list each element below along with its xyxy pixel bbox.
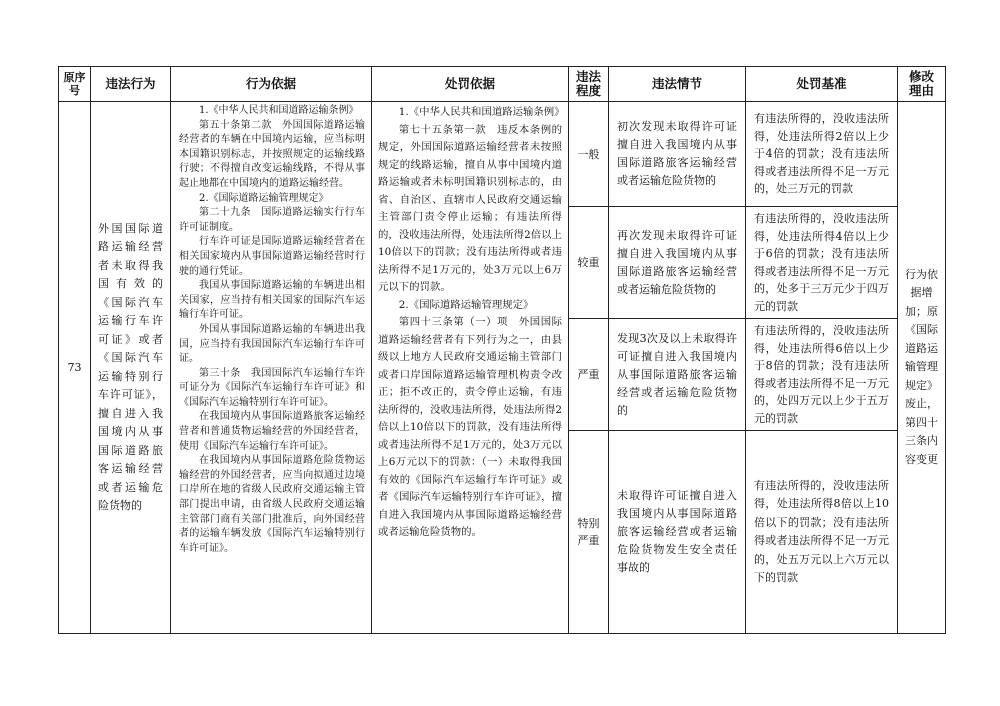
basis-para: 外国从事国际道路运输的车辆进出我国，应当持有我国国际汽车运输行车许可证。 [179, 323, 365, 365]
standard-cell: 有违法所得的，没收违法所得，处违法所得4倍以上少于6倍的罚款；没有违法所得或者违法所得不足一万元的，处多于三万元少于四万元的罚款 [746, 207, 898, 319]
basis-para: 第三十条 我国国际汽车运输行车许可证分为《国际汽车运输行车许可证》和《国际汽车运输特别行车许可证》。 [179, 367, 365, 408]
basis-para: 在我国境内从事国际道路危险货物运输经营的外国经营者，应当向拟通过边境口岸所在地的省级人民政府交通运输主管部门提出申请，由省级人民政府交通运输主管部门商有关部门批准后，向外国经营者的运输车辆发放《国际汽车运输特别行车许可证》。 [179, 455, 365, 554]
header-punish-basis: 处罚依据 [372, 67, 569, 102]
reason-cell: 行为依据增加；原《国际道路运输管理规定》废止，第四十三条内容变更 [898, 102, 946, 634]
header-row [59, 67, 946, 102]
standard-cell: 有违法所得的，没收违法所得，处违法所得8倍以上10倍以下的罚款；没有违法所得或者违法所得不足一万元的，处五万元以上六万元以下的罚款 [746, 431, 898, 634]
violation-cell: 外国国际道路运输经营者未取得我国有效的《国际汽车运输行车许可证》或者《国际汽车运输特别行车许可证》，擅自进入我国境内从事国际道路旅客运输经营或者运输危险货物的 [91, 102, 171, 634]
table-row [59, 102, 946, 207]
penalty-table [58, 66, 946, 634]
basis-para: 第五十条第二款 外国国际道路运输经营者的车辆在中国境内运输，应当标明本国籍识别标志，并按照规定的运输线路行驶；不得擅自改变运输线路，不得从事起止地都在中国境内的道路运输经营。 [179, 119, 365, 189]
degree-cell: 一般 [569, 102, 609, 207]
basis-para: 2.《国际道路运输管理规定》 [199, 192, 329, 204]
circumstance-cell: 初次发现未取得许可证擅自进入我国境内从事国际道路旅客运输经营或者运输危险货物的 [609, 102, 746, 207]
punish-para: 第七十五条第一款 违反本条例的规定，外国国际道路运输经营者未按照规定的线路运输，擅自从事中国境内道路运输或者未标明国籍识别标志的，由省、自治区、直辖市人民政府交通运输主管部门责令停止运输；有违法所得的，没收违法所得，处违法所得2倍以上10倍以下的罚款；没有违法所得或者违法所得不足1万元的，处3万元以上6万元以下的罚款。 [378, 123, 562, 293]
circumstance-cell: 再次发现未取得许可证擅自进入我国境内从事国际道路旅客运输经营或者运输危险货物的 [609, 207, 746, 319]
basis-cell [171, 102, 372, 634]
header-basis: 行为依据 [171, 67, 372, 102]
basis-para: 第二十九条 国际道路运输实行行车许可证制度。 [179, 207, 365, 233]
standard-cell: 有违法所得的，没收违法所得，处违法所得6倍以上少于8倍的罚款；没有违法所得或者违法所得不足一万元的，处四万元以上少于五万元的罚款 [746, 319, 898, 431]
basis-para: 我国从事国际道路运输的车辆进出相关国家，应当持有相关国家的国际汽车运输行车许可证。 [179, 280, 365, 321]
header-degree: 违法程度 [569, 67, 609, 102]
basis-para: 1.《中华人民共和国道路运输条例》 [199, 105, 359, 116]
punish-para: 1.《中华人民共和国道路运输条例》 [398, 106, 565, 118]
punish-para: 2.《国际道路运输管理规定》 [398, 298, 534, 311]
header-standard: 处罚基准 [746, 67, 898, 102]
standard-cell: 有违法所得的，没收违法所得，处违法所得2倍以上少于4倍的罚款；没有违法所得或者违法所得不足一万元的，处三万元的罚款 [746, 102, 898, 207]
header-seq: 原序号 [59, 67, 91, 102]
circumstance-cell: 未取得许可证擅自进入我国境内从事国际道路旅客运输经营或者运输危险货物发生安全责任事故的 [609, 431, 746, 634]
header-act: 违法行为 [91, 67, 171, 102]
punish-basis-cell [372, 102, 569, 634]
circumstance-cell: 发现3次及以上未取得许可证擅自进入我国境内从事国际道路旅客运输经营或者运输危险货物的 [609, 319, 746, 431]
seq-cell: 73 [59, 102, 91, 634]
header-circumstance: 违法情节 [609, 67, 746, 102]
punish-para: 第四十三条第（一）项 外国国际道路运输经营者有下列行为之一，由县级以上地方人民政府交通运输主管部门或者口岸国际道路运输管理机构责令改正；拒不改正的，责令停止运输，有违法所得的，没收违法所得，处违法所得2倍以上10倍以下的罚款，没有违法所得或者违法所得不足1万元的，处3万元以上6万元以下的罚款：（一）未取得我国有效的《国际汽车运输行车许可证》或者《国际汽车运输特别行车许可证》，擅自进入我国境内从事国际道路运输经营或者运输危险货物的。 [378, 316, 562, 538]
basis-para: 在我国境内从事国际道路旅客运输经营者和普通货物运输经营的外国经营者，使用《国际汽车运输行车许可证》。 [179, 411, 365, 452]
basis-para: 行车许可证是国际道路运输经营者在相关国家境内从事国际道路运输经营时行驶的通行凭证。 [179, 236, 365, 277]
degree-cell: 严重 [569, 319, 609, 431]
header-reason: 修改理由 [898, 67, 946, 102]
degree-cell: 特别严重 [569, 431, 609, 634]
degree-cell: 较重 [569, 207, 609, 319]
